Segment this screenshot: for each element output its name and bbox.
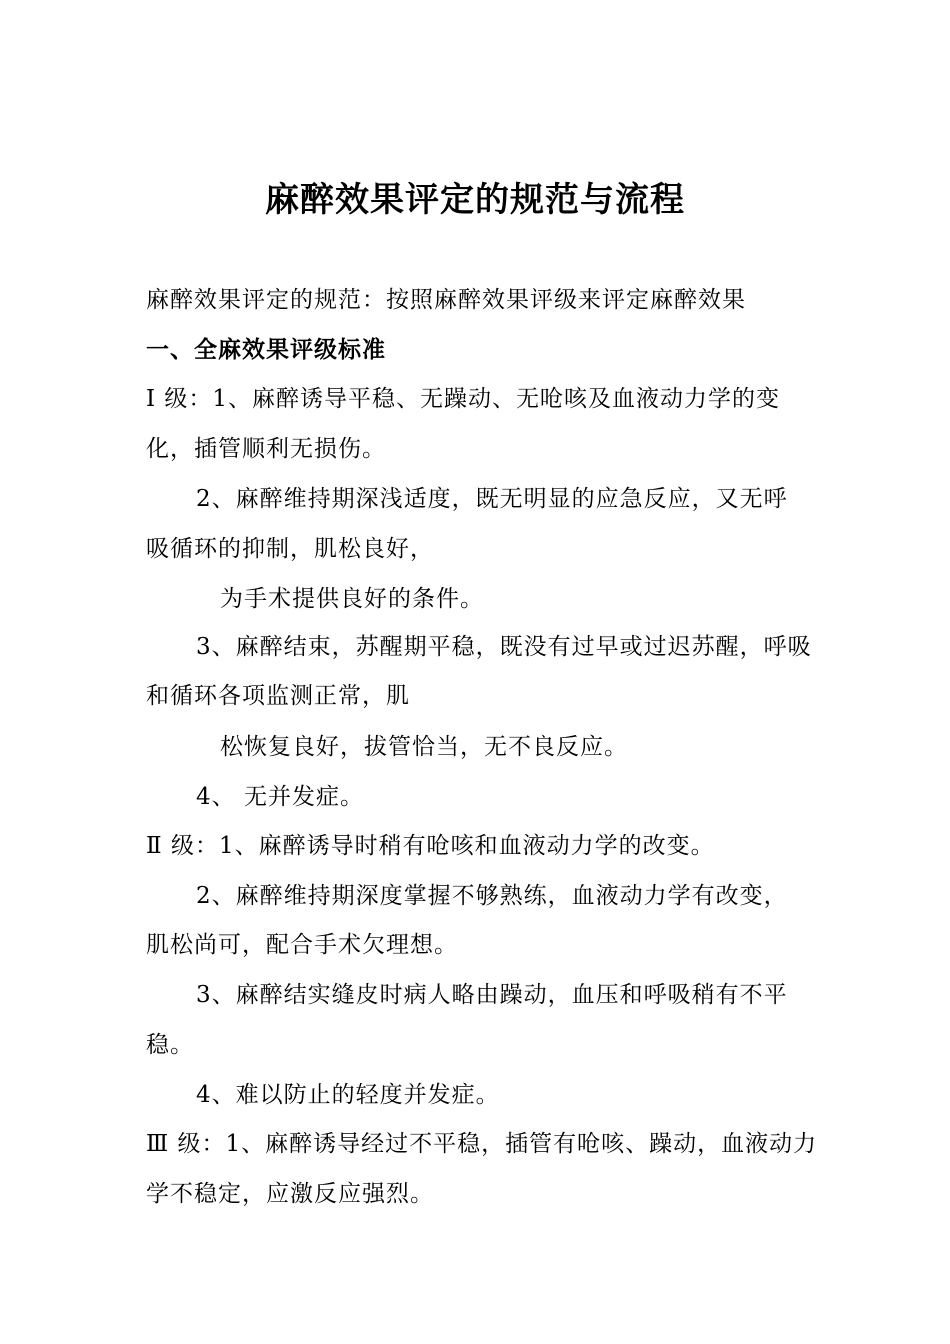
paragraph-line: 稳。 [146,1032,194,1058]
paragraph-line: 为手术提供良好的条件。 [220,586,484,612]
paragraph-line: Ⅲ 级：1、麻醉诱导经过不平稳，插管有呛咳、躁动，血液动力 [146,1131,818,1157]
intro-line: 麻醉效果评定的规范：按照麻醉效果评级来评定麻醉效果 [146,287,746,313]
paragraph-line: 化，插管顺利无损伤。 [146,436,386,462]
paragraph-line: 肌松尚可，配合手术欠理想。 [146,932,458,958]
paragraph-line: 3、麻醉结实缝皮时病人略由躁动，血压和呼吸稍有不平 [196,982,788,1008]
paragraph-line: 学不稳定，应激反应强烈。 [146,1181,434,1207]
paragraph-line: 4、 无并发症。 [196,784,364,810]
paragraph-line: 和循环各项监测正常，肌 [146,683,410,709]
paragraph-line: 松恢复良好，拔管恰当，无不良反应。 [220,734,628,760]
paragraph-line: 4、难以防止的轻度并发症。 [196,1082,500,1108]
section-heading: 一、全麻效果评级标准 [146,337,386,363]
document-title: 麻醉效果评定的规范与流程 [265,180,685,220]
paragraph-line: Ⅱ 级：1、麻醉诱导时稍有呛咳和血液动力学的改变。 [146,833,715,859]
paragraph-line: Ⅰ 级：1、麻醉诱导平稳、无躁动、无呛咳及血液动力学的变 [146,386,781,412]
paragraph-line: 2、麻醉维持期深浅适度，既无明显的应急反应，又无呼 [196,486,788,512]
paragraph-line: 2、麻醉维持期深度掌握不够熟练，血液动力学有改变， [196,883,788,909]
paragraph-line: 吸循环的抑制，肌松良好， [146,536,434,562]
paragraph-line: 3、麻醉结束，苏醒期平稳，既没有过早或过迟苏醒，呼吸 [196,634,812,660]
